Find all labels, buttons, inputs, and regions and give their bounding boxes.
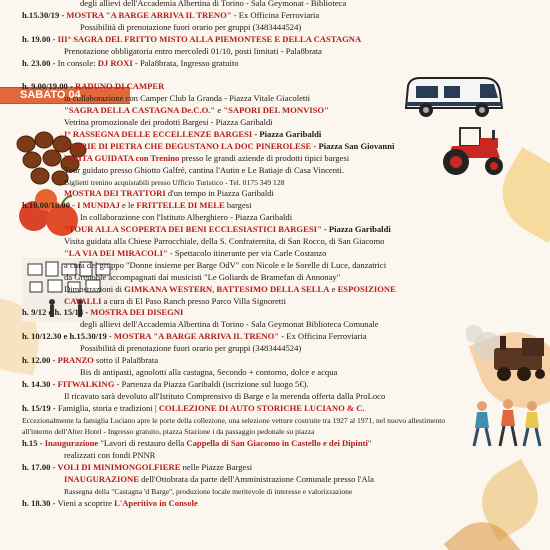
event-text: - Partenza da Piazza Garibaldi (iscrizione sul luogo 5€). bbox=[114, 378, 309, 389]
schedule-line bbox=[0, 415, 445, 427]
schedule-line bbox=[0, 46, 322, 58]
event-text: e bbox=[329, 283, 338, 294]
event-text: Famiglia, storia e tradizioni | bbox=[57, 402, 159, 413]
event-text: bargesi bbox=[224, 200, 252, 211]
event-text: Vieni a scoprire bbox=[57, 497, 115, 508]
schedule-line bbox=[0, 165, 344, 177]
event-title: CAVALLI bbox=[64, 295, 102, 306]
event-title: "SAGRA DELLA CASTAGNA De.C.O." bbox=[64, 105, 216, 116]
event-title: Cappella di San Giacomo in Castello e dei Dipinti bbox=[186, 438, 368, 449]
schedule-line bbox=[0, 498, 198, 510]
schedule-line bbox=[0, 105, 329, 117]
event-text: Possibilità di prenotazione fuori orario per gruppi (3483444524) bbox=[80, 343, 302, 354]
event-title: FRITTELLE DI MELE bbox=[136, 200, 225, 211]
event-title: PRANZO bbox=[57, 355, 94, 365]
schedule-line bbox=[0, 58, 239, 70]
event-title: L'Aperitivo in Console bbox=[114, 497, 198, 508]
event-text: - Ex Officina Ferroviaria bbox=[279, 331, 367, 342]
event-title: "LA VIA DEI MIRACOLI" bbox=[64, 247, 168, 258]
schedule-line bbox=[0, 438, 371, 450]
event-text: sotto il Pala8brata bbox=[93, 355, 159, 365]
event-title: MOSTRA DEI DISEGNI bbox=[90, 307, 184, 318]
event-text: a cura del gruppo "Donne insieme per Barge OdV" con Nicole e le Sorelle di Luce, danzatrici bbox=[64, 259, 387, 270]
event-time: h. 23.00 - bbox=[22, 57, 58, 68]
schedule-line bbox=[0, 307, 183, 319]
schedule-line bbox=[0, 331, 367, 343]
event-text: " bbox=[367, 438, 372, 449]
event-time: h. 12.00 - bbox=[22, 355, 58, 365]
event-title: I MUNDAJ bbox=[77, 200, 120, 211]
schedule-line bbox=[0, 129, 321, 141]
schedule-line bbox=[0, 474, 374, 486]
event-text: - Piazza Garibaldi bbox=[321, 224, 391, 235]
event-time: h. 19.00 - bbox=[22, 33, 58, 44]
event-title: VISITA GUIDATA con Trenino bbox=[64, 152, 180, 163]
event-text: , bbox=[212, 283, 217, 294]
event-title: FITWALKING bbox=[57, 378, 115, 389]
event-text: - Pala8brata, Ingresso gratuito bbox=[132, 57, 239, 68]
schedule-line bbox=[0, 450, 155, 462]
event-text: degli allievi dell'Accademia Albertina di Torino - Sala Geymonat Biblioteca Comunale bbox=[80, 319, 379, 330]
event-text: nelle Piazze Bargesi bbox=[180, 462, 253, 473]
event-text: Biglietti trenino acquistabili presso Ufficio Turistico - Tel. 0175 349 128 bbox=[64, 177, 285, 187]
day-spacer bbox=[0, 69, 22, 81]
schedule-line bbox=[0, 355, 158, 367]
event-text: Possibilità di prenotazione fuori orario per gruppi (3483444524) bbox=[80, 21, 302, 32]
event-title: III° SAGRA DEL FRITTO MISTO ALLA PIEMONTESE E DELLA CASTAGNA bbox=[57, 33, 362, 44]
event-title: RADUNO DI CAMPER bbox=[75, 81, 165, 92]
schedule-line bbox=[0, 367, 337, 379]
event-text: degli allievi dell'Accademia Albertina di Torino - Sala Geymonat - Biblioteca bbox=[80, 0, 347, 8]
event-text: "Lavori di restauro della bbox=[98, 438, 187, 449]
schedule-line bbox=[0, 260, 386, 272]
event-text: Visita guidata alla Chiese Parrocchiale, della S. Confraternita, di San Rocco, di San Giacomo bbox=[64, 236, 385, 246]
steam-train-icon bbox=[466, 316, 550, 386]
schedule-line bbox=[0, 153, 349, 165]
event-text: dell'Ottobrata da parte dell'Amministrazione Comunale presso l'Ala bbox=[138, 474, 374, 484]
schedule-line bbox=[0, 212, 292, 224]
event-text: a cura di El Paso Ranch presso Parco Villa Signoretti bbox=[101, 295, 286, 306]
event-time: h. 18.30 - bbox=[22, 497, 58, 508]
red-tractor-icon bbox=[432, 124, 510, 176]
event-time: h.10.00/18.00 - bbox=[22, 200, 78, 211]
event-text: da Grenoble accompagnati dai musicisti "Le Goliards de Bramefan di Annonay" bbox=[64, 271, 341, 282]
event-title: MOSTRA DEI TRATTORI bbox=[64, 188, 166, 199]
schedule-line bbox=[0, 403, 365, 415]
schedule-line bbox=[0, 343, 301, 355]
event-time: h. 15/19 - bbox=[22, 402, 58, 413]
event-time: h.15.30/19 - bbox=[22, 9, 67, 20]
schedule-line bbox=[0, 379, 309, 391]
event-time: h. 9/12 e h. 15/18 - bbox=[22, 307, 91, 318]
event-text: Dimostrazioni di bbox=[64, 283, 125, 294]
event-text: - Piazza Garibaldi bbox=[252, 128, 322, 139]
event-title: Inaugurazione bbox=[44, 438, 99, 449]
event-text: In collaborazione con l'Istituto Alberghiero - Piazza Garibaldi bbox=[80, 212, 293, 223]
schedule-line bbox=[0, 272, 340, 284]
event-title: INAUGURAZIONE bbox=[64, 474, 139, 484]
schedule-line bbox=[0, 462, 252, 474]
event-text: - Spettacolo itinerante per via Carle Costanzo bbox=[167, 247, 327, 258]
event-text: presso le grandi aziende di prodotti tipici bargesi bbox=[179, 152, 350, 163]
event-title: DJ ROXI bbox=[97, 57, 133, 68]
event-text: realizzati con fondi PNNR bbox=[64, 450, 156, 461]
event-title: "TOUR ALLA SCOPERTA DEI BENI ECCLESIASTICI BARGESI" bbox=[64, 224, 322, 235]
event-text: all'interno dell'Alter Hotel - Ingresso gratuito, piazza Stazione i da passaggio pedonale su piazza bbox=[22, 427, 315, 437]
schedule-line bbox=[0, 248, 326, 260]
schedule-line bbox=[0, 117, 273, 129]
schedule-line bbox=[0, 319, 379, 331]
event-text: e bbox=[215, 105, 224, 116]
event-title: I° RASSEGNA DELLE ECCELLENZE BARGESI bbox=[64, 128, 253, 139]
event-text: - Piazza San Giovanni bbox=[311, 140, 395, 151]
schedule-line bbox=[0, 224, 391, 236]
event-text: Vetrina promozionale dei prodotti Bargesi - Piazza Garibaldi bbox=[64, 117, 273, 127]
schedule-line bbox=[0, 10, 319, 22]
schedule-line bbox=[0, 188, 274, 200]
schedule-line bbox=[0, 426, 314, 438]
event-title: MOSTRA "A BARGE ARRIVA IL TRENO" bbox=[113, 331, 280, 342]
schedule-line bbox=[0, 93, 310, 105]
event-title: ESPOSIZIONE bbox=[337, 283, 396, 294]
event-text: Il ricavato sarà devoluto all'Istituto Comprensivo di Barge e la merenda offerta dalla ProLoco bbox=[64, 390, 386, 401]
schedule-line bbox=[0, 200, 252, 212]
event-text: in collaborazione con Camper Club la Granda - Piazza Vitale Giacoletti bbox=[64, 93, 311, 104]
schedule-line bbox=[0, 284, 396, 296]
event-time: h. 14.30 - bbox=[22, 378, 58, 389]
event-text: Bis di antipasti, agnolotti alla castagna, Secondo + contorno, dolce e acqua bbox=[80, 366, 338, 377]
event-time: h.15 - bbox=[22, 438, 45, 449]
schedule-line bbox=[0, 22, 301, 34]
event-text: Prenotazione obbligatoria entro mercoledì 01/10, posti limitati - Pala8brata bbox=[64, 45, 322, 56]
event-text: d'un tempo in Piazza Garibaldi bbox=[165, 188, 274, 199]
schedule-line bbox=[0, 141, 394, 153]
schedule-line bbox=[0, 34, 361, 46]
event-text: Rassegna della "Castagna 'd Barge", produzione locale meritevole di interesse e valorizzazione bbox=[64, 486, 353, 496]
day-header-label: SABATO 04 bbox=[20, 89, 81, 101]
event-title: BATTESIMO DELLA SELLA bbox=[216, 283, 330, 294]
event-text: Tour guidato presso Ghiotto Galfrè, cantina l'Autin e Le Batiaje di Casa Vincenti. bbox=[64, 164, 344, 175]
schedule-line bbox=[0, 177, 284, 189]
schedule-line bbox=[0, 0, 346, 10]
schedule-line bbox=[0, 81, 164, 93]
event-time: h. 10/12.30 e h.15.30/19 - bbox=[22, 331, 114, 342]
event-title: STORIE DI PIETRA CHE DEGUSTANO LA DOC PINEROLESE bbox=[64, 140, 312, 151]
event-time: h. 9.00/19.00 - bbox=[22, 81, 75, 92]
event-title: "SAPORI DEL MONVISO" bbox=[223, 105, 329, 116]
schedule-line bbox=[0, 296, 286, 308]
schedule-line bbox=[0, 391, 385, 403]
fitwalking-people-icon bbox=[470, 398, 546, 450]
event-title: MOSTRA "A BARGE ARRIVA IL TRENO" bbox=[66, 9, 232, 20]
event-title: COLLEZIONE DI AUTO STORICHE LUCIANO & C. bbox=[158, 402, 365, 413]
event-text: - Ex Officina Ferroviaria bbox=[231, 9, 320, 20]
event-title: VOLI DI MINIMONGOLFIERE bbox=[57, 462, 181, 473]
event-time: h. 17.00 - bbox=[22, 462, 58, 473]
schedule-line bbox=[0, 486, 352, 498]
event-text: Eccezionalmente la famiglia Luciano apre le porte della collezione, una selezione vetture costruite tra 1927 al 1971, nel nuovo allestimento bbox=[22, 415, 446, 425]
event-title: GIMKANA WESTERN bbox=[124, 283, 213, 294]
schedule-line bbox=[0, 236, 384, 248]
event-text: In console: bbox=[57, 57, 98, 68]
event-text: e le bbox=[119, 200, 137, 211]
camper-van-icon bbox=[402, 72, 506, 122]
